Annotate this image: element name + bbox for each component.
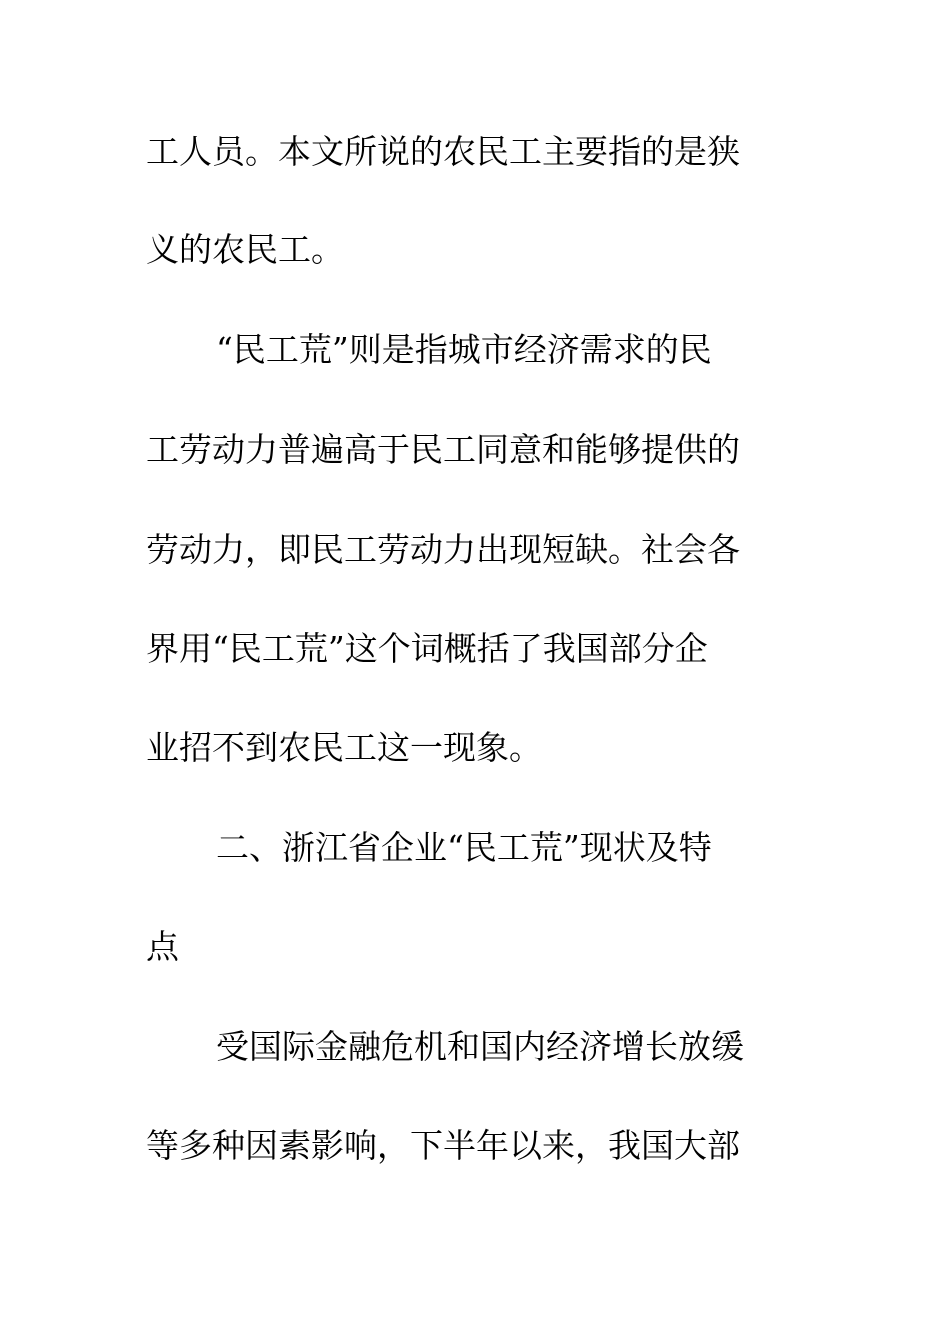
text-line-4: 工劳动力普遍高于民工同意和能够提供的 xyxy=(146,430,740,469)
section-heading-line-1: 二、浙江省企业“民工荒”现状及特 xyxy=(216,828,712,867)
text-line-3: “民工荒”则是指城市经济需求的民 xyxy=(216,330,712,369)
text-line-7: 业招不到农民工这一现象。 xyxy=(146,728,542,767)
text-line-5: 劳动力，即民工劳动力出现短缺。社会各 xyxy=(146,530,740,569)
text-line-9: 等多种因素影响，下半年以来，我国大部 xyxy=(146,1126,740,1165)
text-line-8: 受国际金融危机和国内经济增长放缓 xyxy=(216,1027,744,1066)
text-line-2: 义的农民工。 xyxy=(146,230,344,269)
section-heading-line-2: 点 xyxy=(146,927,179,966)
text-line-6: 界用“民工荒”这个词概括了我国部分企 xyxy=(146,629,708,668)
text-line-1: 工人员。本文所说的农民工主要指的是狭 xyxy=(146,132,740,171)
